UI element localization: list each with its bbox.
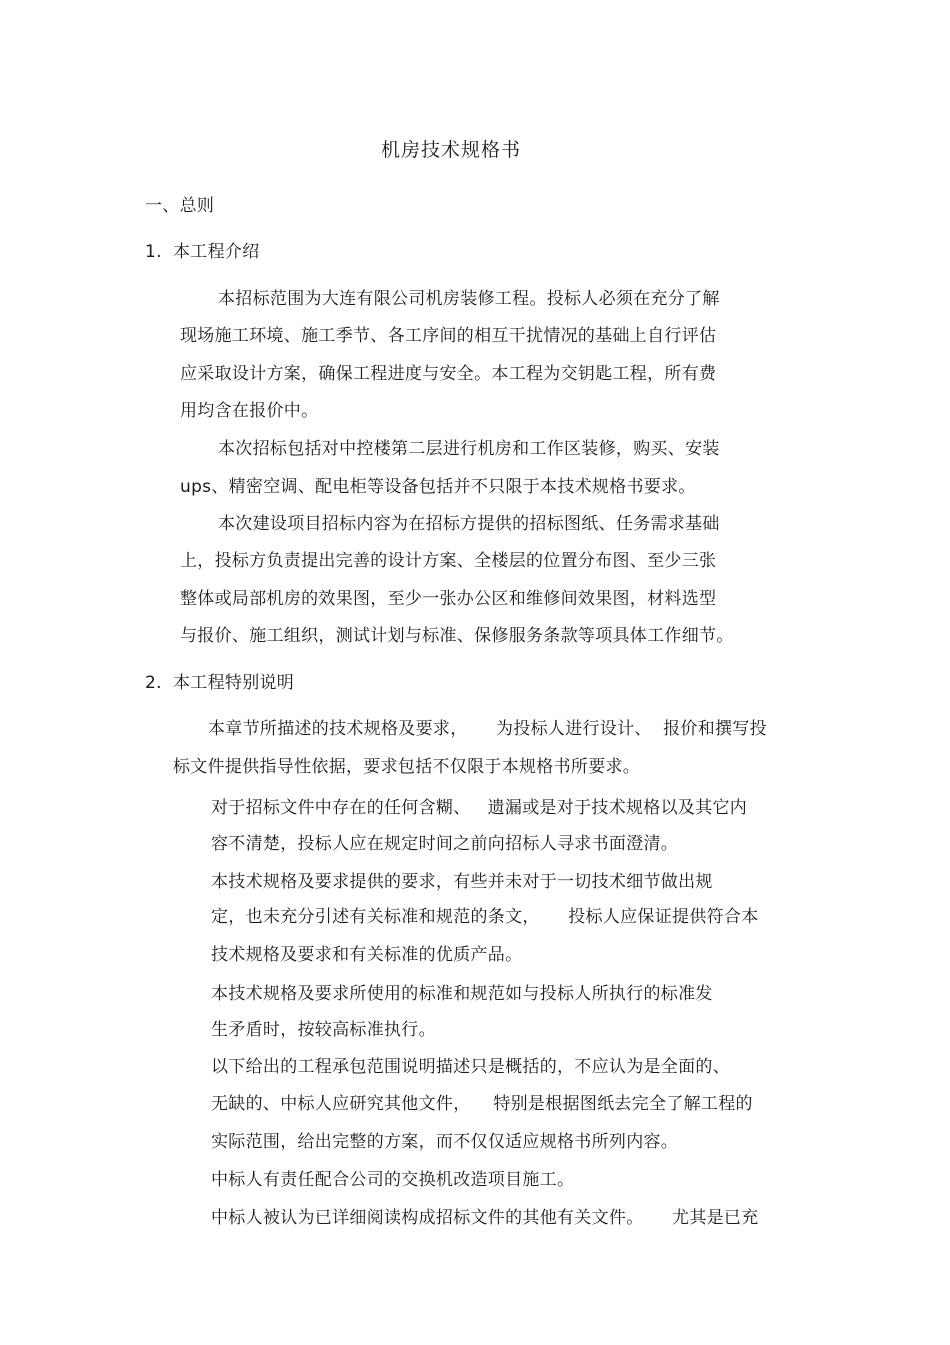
clause-line: 无缺的、中标人应研究其他文件， 特别是根据图纸去完全了解工程的 [211,1094,753,1114]
paragraph-line: 用均含在报价中。 [180,401,319,421]
item-number: 2. [145,673,162,693]
paragraph-line: 本章节所描述的技术规格及要求， 为投标人进行设计、 报价和撰写投 [208,719,767,739]
clause-line: 实际范围，给出完整的方案，而不仅仅适应规格书所列内容。 [211,1132,679,1152]
clause-line: 定，也未充分引述有关标准和规范的条文， 投标人应保证提供符合本 [211,907,759,927]
document-title: 机房技术规格书 [381,139,522,161]
paragraph-line: 本招标范围为大连有限公司机房装修工程。投标人必须在充分了解 [218,289,720,309]
clause-line: 对于招标文件中存在的任何含糊、 遗漏或是对于技术规格以及其它内 [211,798,748,818]
paragraph-line: 与报价、施工组织，测试计划与标准、保修服务条款等项具体工作细节。 [180,626,734,646]
paragraph-line: 应采取设计方案，确保工程进度与安全。本工程为交钥匙工程，所有费 [180,364,717,384]
paragraph-line: 本次建设项目招标内容为在招标方提供的招标图纸、任务需求基础 [218,514,720,534]
paragraph-line: ups、精密空调、配电柜等设备包括并不只限于本技术规格书要求。 [180,477,696,497]
item-number: 1. [145,242,162,262]
paragraph-line: 整体或局部机房的效果图，至少一张办公区和维修间效果图，材料选型 [180,589,717,609]
item-heading: 本工程特别说明 [173,673,295,693]
item-heading: 本工程介绍 [173,242,260,262]
clause-line: 容不清楚，投标人应在规定时间之前向招标人寻求书面澄清。 [211,834,679,854]
paragraph-line: 上，投标方负责提出完善的设计方案、全楼层的位置分布图、至少三张 [180,551,717,571]
clause-line: 本技术规格及要求所使用的标准和规范如与投标人所执行的标准发 [211,984,713,1004]
clause-line: 以下给出的工程承包范围说明描述只是概括的，不应认为是全面的、 [211,1057,730,1077]
clause-line: 生矛盾时，按较高标准执行。 [211,1020,436,1040]
clause-line: 本技术规格及要求提供的要求，有些并未对于一切技术细节做出规 [211,872,713,892]
paragraph-line: 现场施工环境、施工季节、各工序间的相互干扰情况的基础上自行评估 [180,326,717,346]
clause-line: 中标人有责任配合公司的交换机改造项目施工。 [211,1170,575,1190]
paragraph-line: 本次招标包括对中控楼第二层进行机房和工作区装修，购买、安装 [218,439,720,459]
section-heading-general: 一、总则 [145,196,215,216]
paragraph-line: 标文件提供指导性依据，要求包括不仅限于本规格书所要求。 [173,757,641,777]
clause-line: 技术规格及要求和有关标准的优质产品。 [211,945,523,965]
clause-line: 中标人被认为已详细阅读构成招标文件的其他有关文件。 尤其是已充 [211,1208,759,1228]
